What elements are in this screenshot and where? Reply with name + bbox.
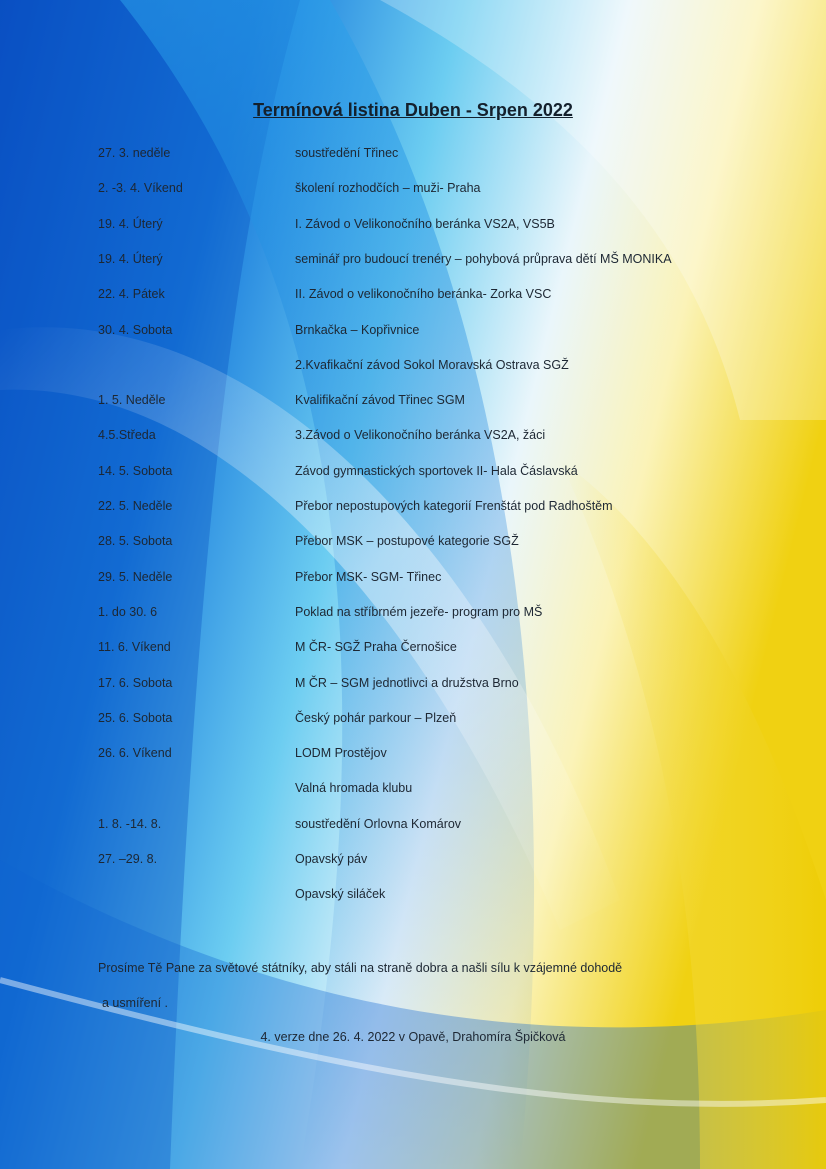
- event-date: 1. 8. -14. 8.: [98, 817, 162, 831]
- schedule-row: [0, 534, 826, 554]
- event-name: LODM Prostějov: [295, 746, 387, 760]
- page-title: Termínová listina Duben - Srpen 2022: [253, 100, 573, 120]
- event-date: 22. 4. Pátek: [98, 287, 165, 301]
- schedule-row: [0, 605, 826, 625]
- schedule-row: [0, 499, 826, 519]
- event-name: II. Závod o velikonočního beránka- Zorka VSC: [295, 287, 552, 301]
- schedule-row: [0, 428, 826, 448]
- schedule-row: [0, 181, 826, 201]
- event-name: Opavský páv: [295, 852, 368, 866]
- schedule-row: [0, 676, 826, 696]
- event-date: 25. 6. Sobota: [98, 711, 173, 725]
- schedule-row: [0, 323, 826, 343]
- event-name: Přebor MSK- SGM- Třinec: [295, 570, 442, 584]
- event-name: Brnkačka – Kopřivnice: [295, 323, 420, 337]
- schedule-row: [0, 817, 826, 837]
- schedule-row: [0, 640, 826, 660]
- event-date: 26. 6. Víkend: [98, 746, 172, 760]
- schedule-row: [0, 393, 826, 413]
- schedule-row: [0, 887, 826, 907]
- event-name: M ČR- SGŽ Praha Černošice: [295, 640, 457, 654]
- event-name: Závod gymnastických sportovek II- Hala Čáslavská: [295, 464, 578, 478]
- event-name: Přebor nepostupových kategorií Frenštát pod Radhoštěm: [295, 499, 613, 513]
- schedule-row: [0, 711, 826, 731]
- event-date: 28. 5. Sobota: [98, 534, 173, 548]
- event-name: Opavský siláček: [295, 887, 386, 901]
- event-name: I. Závod o Velikonočního beránka VS2A, VS5B: [295, 217, 555, 231]
- event-date: 30. 4. Sobota: [98, 323, 173, 337]
- event-name: seminář pro budoucí trenéry – pohybová průprava dětí MŠ MONIKA: [295, 252, 672, 266]
- event-date: 29. 5. Neděle: [98, 570, 173, 584]
- event-date: 2. -3. 4. Víkend: [98, 181, 183, 195]
- schedule-row: [0, 781, 826, 801]
- schedule-row: [0, 217, 826, 237]
- event-date: 11. 6. Víkend: [98, 640, 171, 654]
- prayer-text-line-2: a usmíření .: [102, 996, 168, 1010]
- schedule-row: [0, 852, 826, 872]
- event-date: 19. 4. Úterý: [98, 252, 163, 266]
- schedule-row: [0, 746, 826, 766]
- event-date: 17. 6. Sobota: [98, 676, 173, 690]
- schedule-row: [0, 252, 826, 272]
- schedule-row: [0, 358, 826, 378]
- event-name: Poklad na stříbrném jezeře- program pro MŠ: [295, 605, 543, 619]
- event-date: 1. 5. Neděle: [98, 393, 166, 407]
- event-name: Kvalifikační závod Třinec SGM: [295, 393, 465, 407]
- event-name: 2.Kvafikační závod Sokol Moravská Ostrava SGŽ: [295, 358, 569, 372]
- event-date: 27. 3. neděle: [98, 146, 171, 160]
- event-name: soustředění Orlovna Komárov: [295, 817, 462, 831]
- event-date: 14. 5. Sobota: [98, 464, 173, 478]
- schedule-row: [0, 570, 826, 590]
- event-name: soustředění Třinec: [295, 146, 399, 160]
- event-date: 1. do 30. 6: [98, 605, 158, 619]
- schedule-row: [0, 287, 826, 307]
- event-date: 19. 4. Úterý: [98, 217, 163, 231]
- event-date: 22. 5. Neděle: [98, 499, 173, 513]
- prayer-text-line-1: Prosíme Tě Pane za světové státníky, aby stáli na straně dobra a našli sílu k vzájemné dohodě: [98, 961, 623, 975]
- event-name: Český pohár parkour – Plzeň: [295, 711, 457, 725]
- event-name: M ČR – SGM jednotlivci a družstva Brno: [295, 676, 519, 690]
- event-name: Přebor MSK – postupové kategorie SGŽ: [295, 534, 519, 548]
- version-footer: 4. verze dne 26. 4. 2022 v Opavě, Drahomíra Špičková: [260, 1030, 566, 1044]
- event-name: 3.Závod o Velikonočního beránka VS2A, žáci: [295, 428, 546, 442]
- event-date: 27. –29. 8.: [98, 852, 158, 866]
- schedule-row: [0, 464, 826, 484]
- event-date: 4.5.Středa: [98, 428, 156, 442]
- schedule-row: [0, 146, 826, 166]
- event-name: školení rozhodčích – muži- Praha: [295, 181, 481, 195]
- event-name: Valná hromada klubu: [295, 781, 413, 795]
